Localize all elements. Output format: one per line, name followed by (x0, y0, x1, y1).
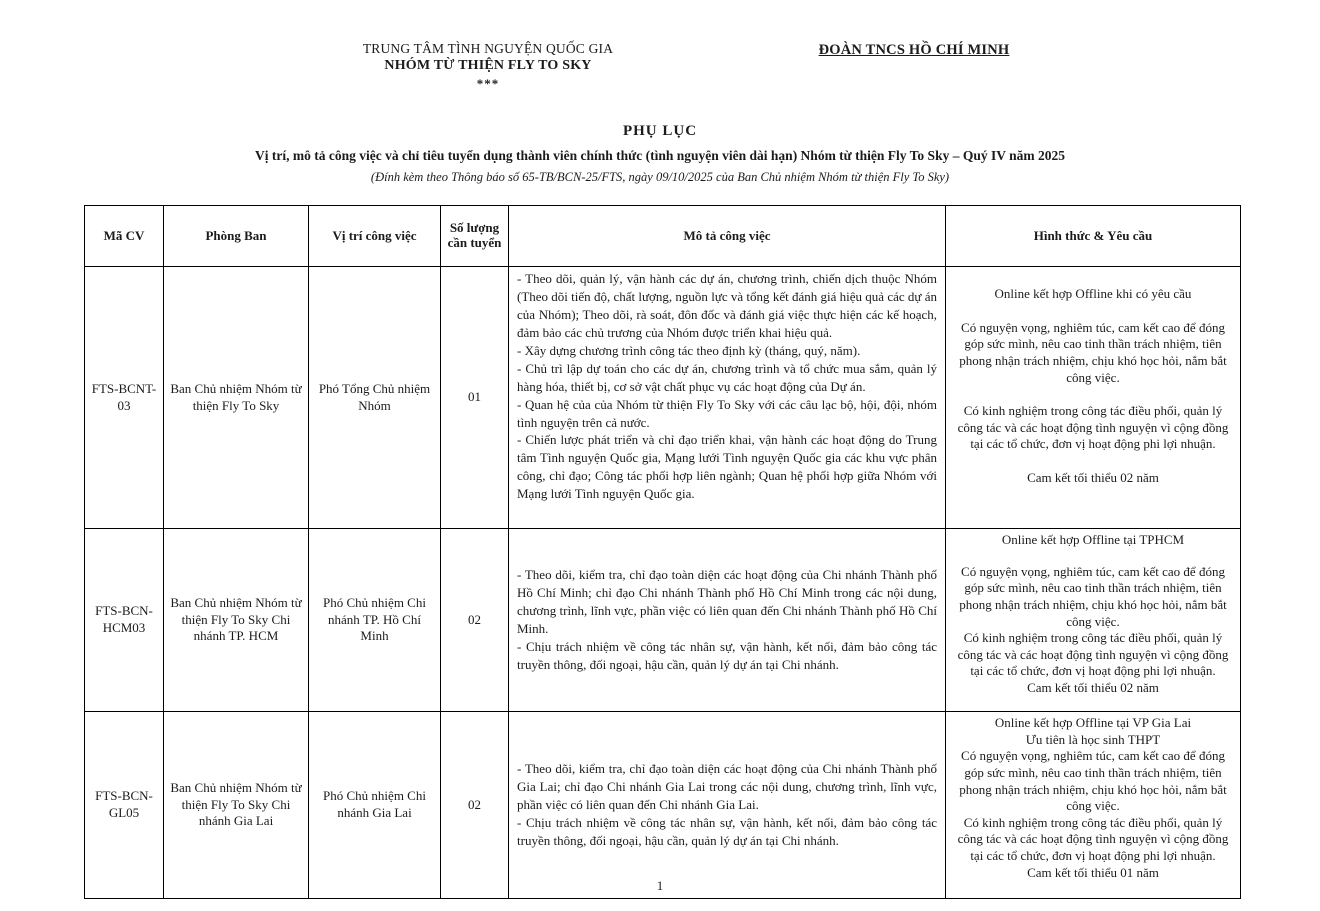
document-subtitle: Vị trí, mô tả công việc và chỉ tiêu tuyển dụng thành viên chính thức (tình nguyện viên dài hạn) Nhóm từ thiện Fly To Sky – Quý IV năm 2025 (255, 147, 1065, 163)
org-name: NHÓM TỪ THIỆN FLY TO SKY (384, 58, 592, 74)
job-duty: - Chịu trách nhiệm về công tác nhân sự, vận hành, kết nối, đảm bảo công tác truyền thông, đối ngoại, hậu cần, quản lý dự án tại Chi nhánh. (517, 814, 937, 848)
cell-phong-ban: Ban Chủ nhiệm Nhóm từ thiện Fly To Sky Chi nhánh TP. HCM (164, 529, 309, 712)
union-title: ĐOÀN TNCS HỒ CHÍ MINH (818, 42, 1010, 58)
title-block (0, 123, 1320, 185)
job-duty: - Chủ trì lập dự toán cho các dự án, chương trình và tổ chức mua sắm, quản lý hàng hóa, thiết bị, cơ sở vật chất phục vụ các hoạt động của Dự án. (517, 360, 937, 394)
job-requirement: Có kinh nghiệm trong công tác điều phối, quản lý công tác và các hoạt động tình nguyện vì cộng đồng tại các tổ chức, đơn vị hoạt động phi lợi nhuận. (957, 630, 1229, 679)
job-requirement: Cam kết tối thiểu 01 năm (1027, 864, 1159, 880)
job-duty: - Theo dõi, kiểm tra, chỉ đạo toàn diện các hoạt động của Chi nhánh Thành phố Hồ Chí Minh; chỉ đạo Chi nhánh Thành phố Hồ Chí Minh trong các nội dung, chương trình, lĩnh vực, phần việc có liên quan đến Chi nhánh Thành phố Hồ Chí Minh. (517, 567, 937, 636)
cell-phong-ban: Ban Chủ nhiệm Nhóm từ thiện Fly To Sky (164, 267, 309, 529)
table-row (85, 712, 1241, 899)
cell-so-luong: 02 (441, 712, 509, 899)
job-requirement: Có nguyện vọng, nghiêm túc, cam kết cao để đóng góp sức mình, nêu cao tinh thần trách nhiệm, tiên phong nhận trách nhiệm, chịu khó học hỏi, nắm bắt công việc. (959, 563, 1227, 629)
org-block (262, 40, 714, 93)
cell-ma-cv: FTS-BCNT-03 (85, 267, 164, 529)
org-name-parent: TRUNG TÂM TÌNH NGUYỆN QUỐC GIA (362, 41, 614, 56)
table-row (85, 267, 1241, 529)
cell-so-luong: 01 (441, 267, 509, 529)
job-requirement: Online kết hợp Offline tại VP Gia Lai (994, 715, 1192, 730)
cell-yeu-cau (946, 529, 1241, 712)
cell-ma-cv: FTS-BCN-GL05 (85, 712, 164, 899)
letterhead (0, 0, 1320, 93)
recruitment-table (84, 205, 1241, 899)
cell-vi-tri: Phó Tổng Chủ nhiệm Nhóm (309, 267, 441, 529)
cell-mo-ta (509, 267, 946, 529)
col-header-vi-tri: Vị trí công việc (309, 206, 441, 267)
page-number: 1 (656, 878, 664, 893)
cell-so-luong: 02 (441, 529, 509, 712)
job-requirement: Online kết hợp Offline tại TPHCM (1001, 532, 1185, 547)
job-requirement: Cam kết tối thiểu 02 năm (1027, 680, 1159, 695)
cell-ma-cv: FTS-BCN-HCM03 (85, 529, 164, 712)
col-header-phong-ban: Phòng Ban (164, 206, 309, 267)
table-header-row (85, 206, 1241, 267)
job-duty: - Quan hệ của của Nhóm từ thiện Fly To Sky với các câu lạc bộ, hội, đội, nhóm tình nguyện trên cả nước. (517, 396, 937, 430)
cell-yeu-cau (946, 267, 1241, 529)
col-header-yeu-cau: Hình thức & Yêu cầu (946, 206, 1241, 267)
job-requirement: Có kinh nghiệm trong công tác điều phối, quản lý công tác và các hoạt động tình nguyện vì cộng đồng tại các tổ chức, đơn vị hoạt động phi lợi nhuận. (957, 814, 1229, 863)
cell-vi-tri: Phó Chủ nhiệm Chi nhánh TP. Hồ Chí Minh (309, 529, 441, 712)
cell-mo-ta (509, 529, 946, 712)
col-header-mo-ta: Mô tả công việc (509, 206, 946, 267)
job-duty: - Xây dựng chương trình công tác theo định kỳ (tháng, quý, năm). (517, 342, 861, 358)
job-requirement: Có nguyện vọng, nghiêm túc, cam kết cao để đóng góp sức mình, nêu cao tinh thần trách nhiệm, tiên phong nhận trách nhiệm, chịu khó học hỏi, nắm bắt công việc. (959, 319, 1227, 385)
attachment-note: (Đính kèm theo Thông báo số 65-TB/BCN-25/FTS, ngày 09/10/2025 của Ban Chủ nhiệm Nhóm từ thiện Fly To Sky) (370, 169, 950, 184)
job-duty: - Chịu trách nhiệm về công tác nhân sự, vận hành, kết nối, đảm bảo công tác truyền thông, đối ngoại, hậu cần, quản lý dự án tại Chi nhánh. (517, 638, 937, 672)
table-row (85, 529, 1241, 712)
org-separator: *** (476, 76, 500, 92)
job-duty: - Theo dõi, quản lý, vận hành các dự án, chương trình, chiến dịch thuộc Nhóm (Theo dõi tiến độ, chất lượng, nguồn lực và tổng kết đánh giá hiệu quả các dự án của Nhóm); Theo dõi, rà soát, đôn đốc và đánh giá việc thực hiện các kế hoạch, đảm bảo các chủ trương của Nhóm được triển khai hiệu quả. (517, 271, 937, 340)
job-duty: - Chiến lược phát triển và chỉ đạo triển khai, vận hành các hoạt động do Trung tâm Tình nguyện Quốc gia, Mạng lưới Tình nguyện Quốc gia các khu vực phân công, chỉ đạo; Công tác phối hợp liên ngành; Quan hệ phối hợp giữa Nhóm với Mạng lưới Tình nguyện Quốc gia. (517, 432, 937, 502)
job-requirement: Ưu tiên là học sinh THPT (1025, 731, 1161, 747)
job-requirement: Có nguyện vọng, nghiêm túc, cam kết cao để đóng góp sức mình, nêu cao tinh thần trách nhiệm, tiên phong nhận trách nhiệm, chịu khó học hỏi, nắm bắt công việc. (959, 748, 1227, 814)
job-requirement: Có kinh nghiệm trong công tác điều phối, quản lý công tác và các hoạt động tình nguyện vì cộng đồng tại các tổ chức, đơn vị hoạt động phi lợi nhuận. (957, 403, 1229, 452)
col-header-ma-cv: Mã CV (85, 206, 164, 267)
job-requirement: Cam kết tối thiểu 02 năm (1027, 470, 1159, 485)
cell-yeu-cau (946, 712, 1241, 899)
job-duty: - Theo dõi, kiểm tra, chỉ đạo toàn diện các hoạt động của Chi nhánh Thành phố Gia Lai; chỉ đạo Chi nhánh Gia Lai trong các nội dung, chương trình, lĩnh vực, phần việc có liên quan đến Chi nhánh Gia Lai. (517, 761, 937, 813)
col-header-so-luong: Số lượng cần tuyển (441, 206, 509, 267)
cell-mo-ta (509, 712, 946, 899)
document-title: PHỤ LỤC (622, 122, 698, 139)
cell-phong-ban: Ban Chủ nhiệm Nhóm từ thiện Fly To Sky Chi nhánh Gia Lai (164, 712, 309, 899)
job-requirement: Online kết hợp Offline khi có yêu cầu (994, 286, 1192, 301)
cell-vi-tri: Phó Chủ nhiệm Chi nhánh Gia Lai (309, 712, 441, 899)
